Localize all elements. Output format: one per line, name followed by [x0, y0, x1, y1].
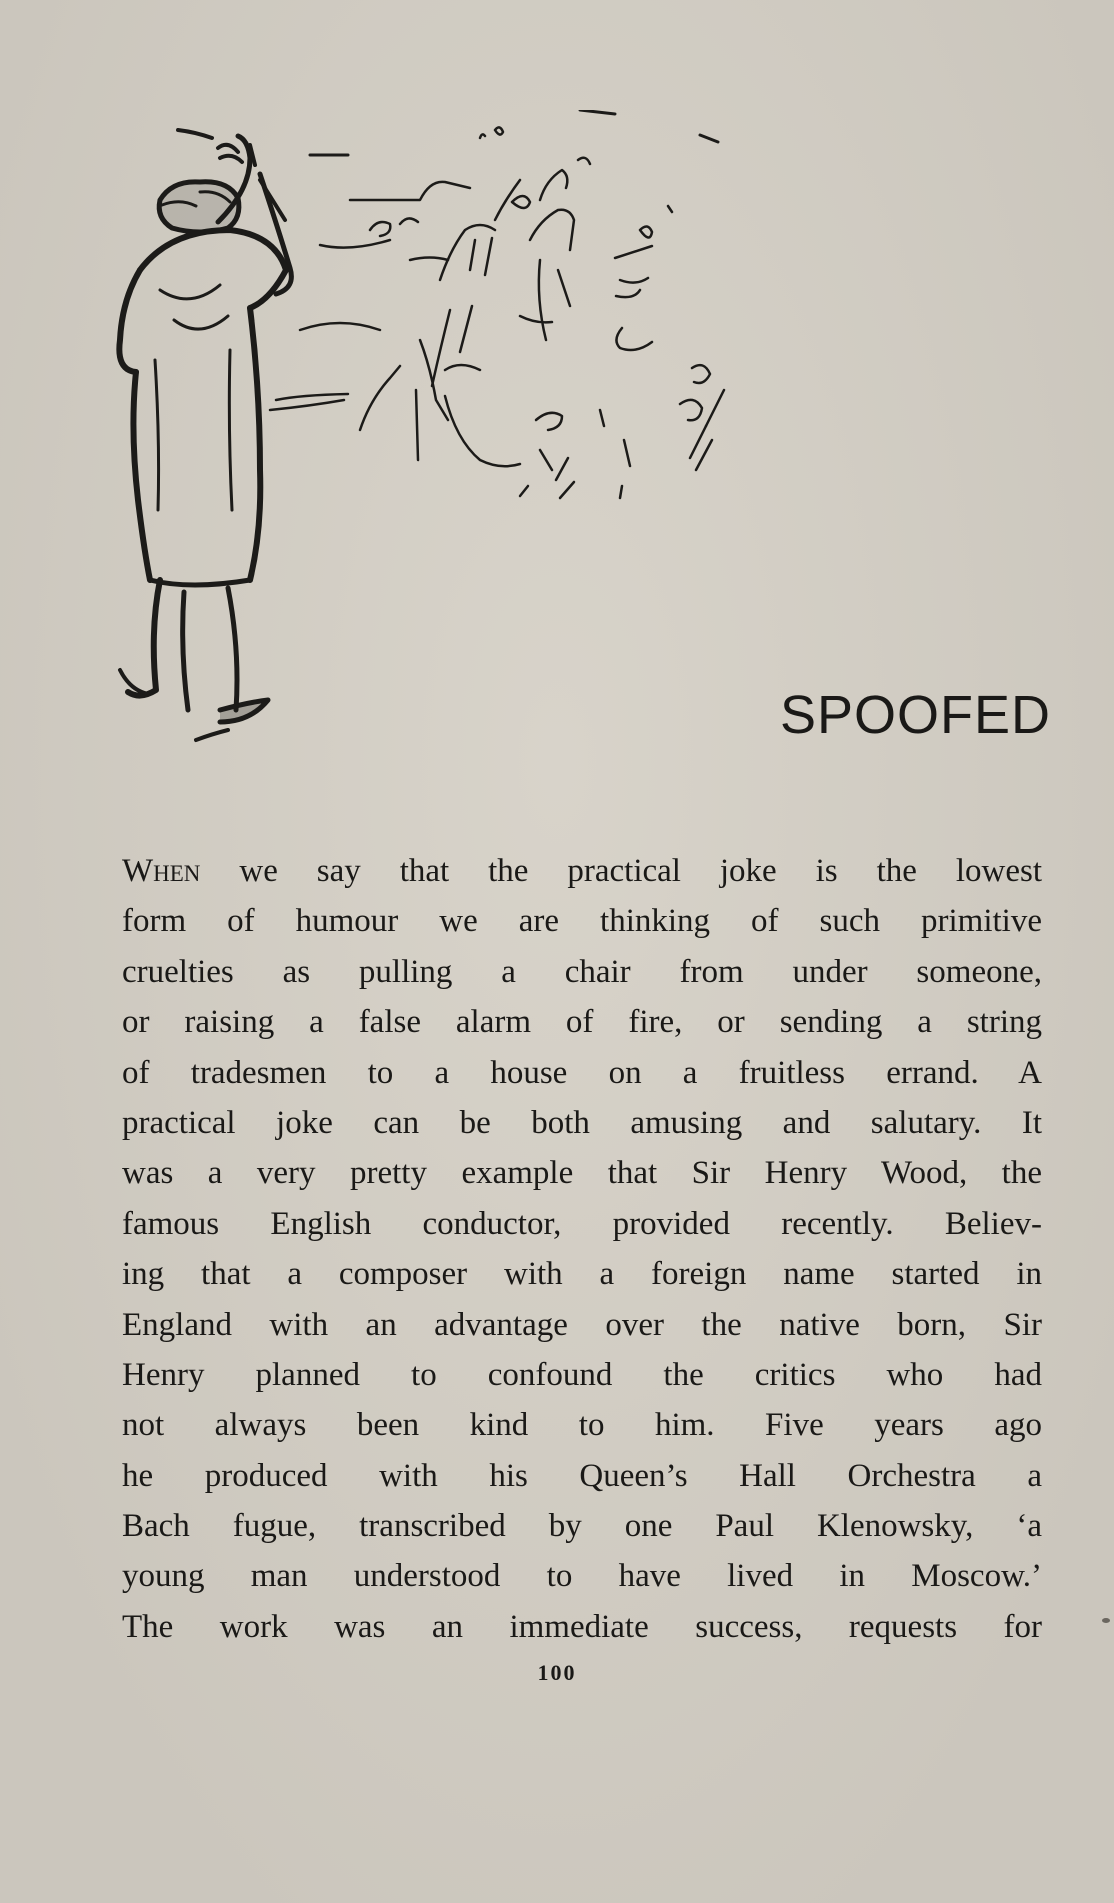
text-line: ing that a composer with a foreign name started in	[122, 1256, 1042, 1293]
text-line	[122, 846, 1042, 896]
text-line: famous English conductor, provided recently. Believ-	[122, 1205, 1042, 1242]
chapter-title: SPOOFED	[780, 685, 1052, 745]
text-line: or raising a false alarm of fire, or sending a string	[122, 1004, 1042, 1041]
text-line: cruelties as pulling a chair from under someone,	[122, 953, 1042, 990]
text-line: not always been kind to him. Five years ago	[122, 1407, 1042, 1444]
text-line: England with an advantage over the native born, Sir	[122, 1306, 1042, 1343]
text-line: he produced with his Queen’s Hall Orchestra a	[122, 1457, 1042, 1494]
orchestra-sketch	[270, 110, 724, 498]
text-line: Henry planned to confound the critics who had	[122, 1356, 1042, 1393]
text-line: Bach fugue, transcribed by one Paul Klenowsky, ‘a	[122, 1508, 1042, 1545]
text-line: practical joke can be both amusing and salutary. It	[122, 1104, 1042, 1141]
body-paragraph	[122, 846, 1042, 1652]
page-number: 100	[537, 1660, 577, 1685]
text-line: of tradesmen to a house on a fruitless errand. A	[122, 1054, 1042, 1091]
text-line: young man understood to have lived in Moscow.’	[122, 1558, 1042, 1595]
conductor-figure	[119, 130, 291, 740]
text-line-content: we say that the practical joke is the lowest	[200, 853, 1042, 889]
text-line: The work was an immediate success, requests for	[122, 1608, 1042, 1645]
text-line: form of humour we are thinking of such primitive	[122, 903, 1042, 940]
text-line: was a very pretty example that Sir Henry Wood, the	[122, 1155, 1042, 1192]
print-speck	[1102, 1618, 1110, 1623]
drop-word: When	[122, 853, 201, 889]
